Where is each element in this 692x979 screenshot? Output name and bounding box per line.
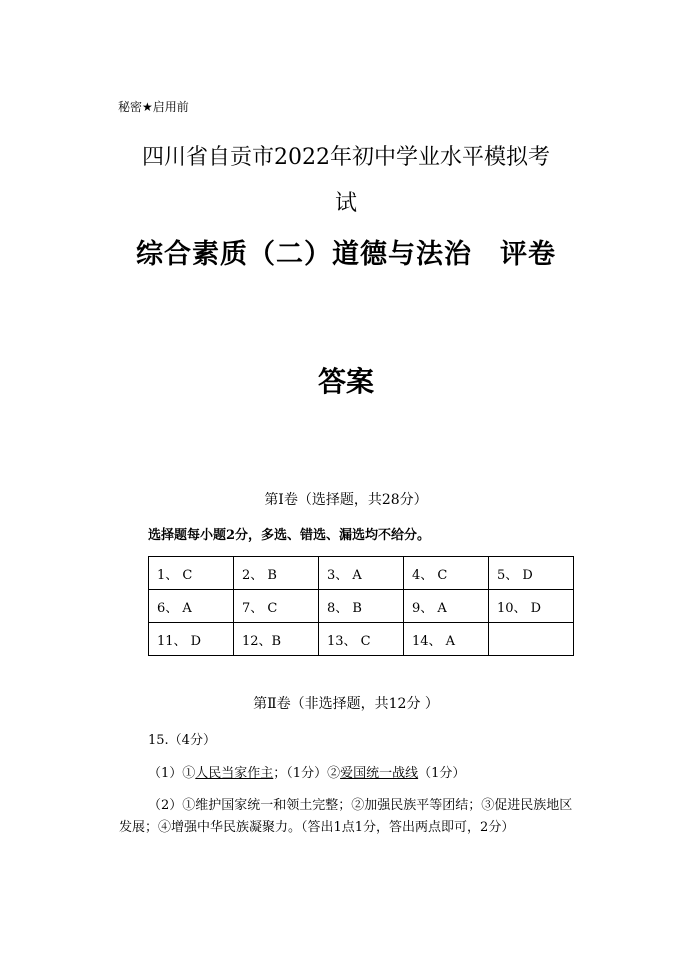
exam-title-line2: 试 xyxy=(334,191,357,216)
answer-cell: 1、 C xyxy=(149,557,234,590)
answer-cell: 12、B xyxy=(234,623,319,656)
q15-p1-answer1: 人民当家作主 xyxy=(195,766,274,781)
confidential-label: 秘密★启用前 xyxy=(118,100,189,114)
question15-label: 15.（4分） xyxy=(148,733,216,748)
table-row xyxy=(149,590,574,623)
answer-heading: 答案 xyxy=(317,365,374,398)
answer-table xyxy=(148,556,574,656)
answer-cell: 7、 C xyxy=(234,590,319,623)
answer-cell: 14、 A xyxy=(404,623,489,656)
q15-p1-suffix: （1分） xyxy=(418,766,466,781)
answer-cell: 2、 B xyxy=(234,557,319,590)
part2-heading: 第Ⅱ卷（非选择题，共12分 ） xyxy=(253,696,439,712)
answer-cell: 6、 A xyxy=(149,590,234,623)
question15-part1 xyxy=(148,762,465,781)
answer-cell xyxy=(489,623,574,656)
answer-cell: 4、 C xyxy=(404,557,489,590)
answer-cell: 5、 D xyxy=(489,557,574,590)
exam-title-line1: 四川省自贡市2022年初中学业水平模拟考 xyxy=(142,145,550,170)
part1-instruction: 选择题每小题2分，多选、错选、漏选均不给分。 xyxy=(148,528,431,543)
table-row xyxy=(149,623,574,656)
answer-cell: 3、 A xyxy=(319,557,404,590)
q15-p1-mid: ；（1分）② xyxy=(273,766,341,781)
answer-cell: 8、 B xyxy=(319,590,404,623)
answer-cell: 11、 D xyxy=(149,623,234,656)
q15-p1-answer2: 爱国统一战线 xyxy=(340,766,419,781)
q15-p1-prefix: （1）① xyxy=(148,766,196,781)
answer-cell: 10、 D xyxy=(489,590,574,623)
table-row xyxy=(149,557,574,590)
question15-part2: （2）①维护国家统一和领土完整；②加强民族平等团结；③促进民族地区发展；④增强中华民族凝聚力。（答出1点1分，答出两点即可，2分） xyxy=(119,798,573,835)
answer-cell: 13、 C xyxy=(319,623,404,656)
part1-heading: 第Ⅰ卷（选择题，共28分） xyxy=(264,492,428,508)
answer-cell: 9、 A xyxy=(404,590,489,623)
exam-subtitle: 综合素质（二）道德与法治 评卷 xyxy=(136,239,556,270)
